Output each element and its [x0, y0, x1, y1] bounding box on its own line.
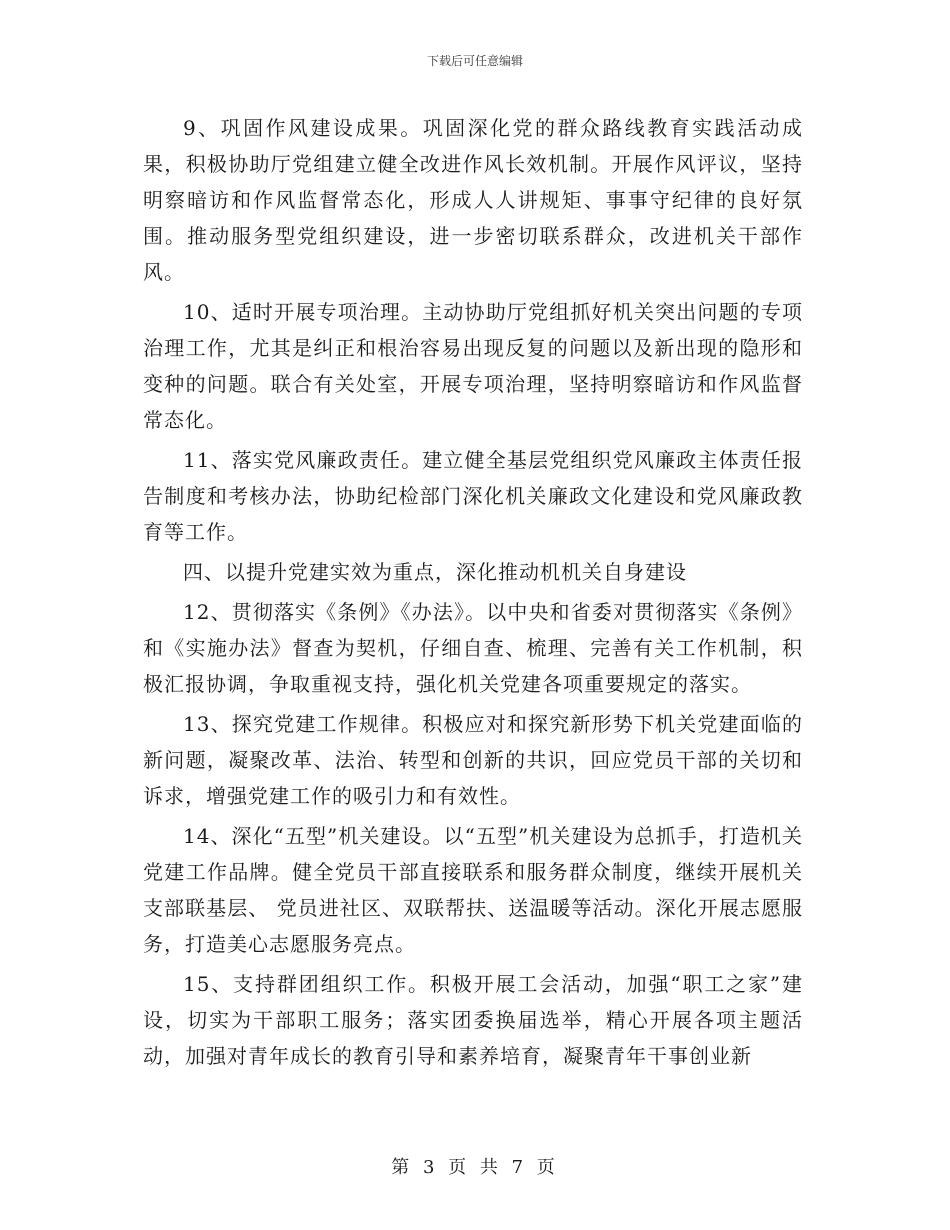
- header-note: 下载后可任意编辑: [426, 54, 523, 68]
- paragraph-item-14: 14、深化“五型”机关建设。以“五型”机关建设为总抓手，打造机关党建工作品牌。健全党员干部直接联系和服务群众制度，继续开展机关支部联基层、 党员进社区、双联帮扶、送温暖等活动。深化开展志愿服务，打造美心志愿服务亮点。: [143, 824, 803, 956]
- paragraph-item-10: 10、适时开展专项治理。主动协助厅党组抓好机关突出问题的专项治理工作，尤其是纠正和根治容易出现反复的问题以及新出现的隐形和变种的问题。联合有关处室，开展专项治理，坚持明察暗访和作风监督常态化。: [143, 300, 803, 432]
- paragraph-item-9: 9、巩固作风建设成果。巩固深化党的群众路线教育实践活动成果，积极协助厅党组建立健全改进作风长效机制。开展作风评议，坚持明察暗访和作风监督常态化，形成人人讲规矩、事事守纪律的良好氛围。推动服务型党组织建设，进一步密切联系群众，改进机关干部作风。: [143, 116, 803, 284]
- page-number: 第 3 页 共 7 页: [391, 1157, 559, 1178]
- section-heading-4: 四、以提升党建实效为重点，深化推动机机关自身建设: [183, 560, 687, 584]
- paragraph-item-12: 12、贯彻落实《条例》《办法》。以中央和省委对贯彻落实《条例》和《实施办法》督查为契机，仔细自查、梳理、完善有关工作机制，积极汇报协调，争取重视支持，强化机关党建各项重要规定的落实。: [143, 600, 803, 696]
- document-body: [143, 110, 803, 1078]
- paragraph-item-11: 11、落实党风廉政责任。建立健全基层党组织党风廉政主体责任报告制度和考核办法，协助纪检部门深化机关廉政文化建设和党风廉政教育等工作。: [143, 448, 803, 544]
- paragraph-item-13: 13、探究党建工作规律。积极应对和探究新形势下机关党建面临的新问题，凝聚改革、法治、转型和创新的共识，回应党员干部的关切和诉求，增强党建工作的吸引力和有效性。: [143, 712, 803, 808]
- paragraph-item-15: 15、支持群团组织工作。积极开展工会活动，加强“职工之家”建设，切实为干部职工服务；落实团委换届选举，精心开展各项主题活动，加强对青年成长的教育引导和素养培育，凝聚青年干事创业新: [143, 972, 803, 1068]
